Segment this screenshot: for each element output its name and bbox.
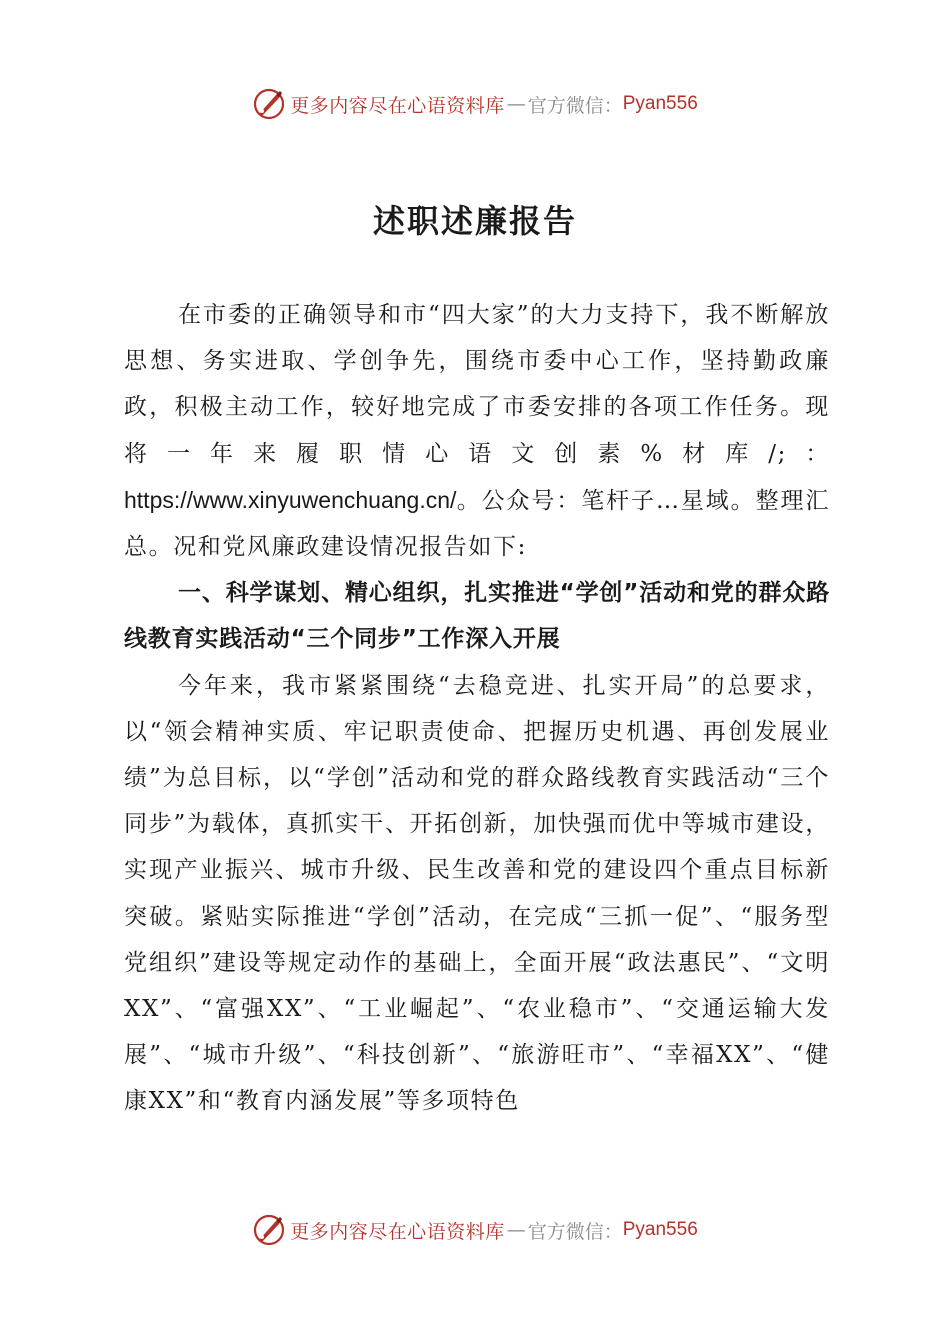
banner-label: 官方微信：	[527, 1220, 623, 1243]
pen-logo-icon	[252, 1213, 286, 1247]
banner-wechat-id: Pyan556	[622, 93, 698, 114]
document-body	[124, 292, 830, 1125]
document-title: 述职述廉报告	[372, 202, 577, 240]
intro-text-b: 。公众号：笔杆子…星域。整理汇总。况和党风廉政建设情况报告如下:	[124, 487, 830, 561]
source-url: https://www.xinyuwenchuang.cn/	[124, 486, 457, 513]
section-heading-1: 一、科学谋划、精心组织，扎实推进“学创”活动和党的群众路线教育实践活动“三个同步”工作深入开展	[124, 580, 830, 653]
paragraph-intro	[124, 292, 830, 570]
banner-wechat-id: Pyan556	[622, 1219, 698, 1240]
paragraph-section-1: 今年来，我市紧紧围绕“去稳竞进、扎实开局”的总要求，以“领会精神实质、牢记职责使命、把握历史机遇、再创发展业绩”为总目标，以“学创”活动和党的群众路线教育实践活动“三个同步”为载体，真抓实干、开拓创新，加快强而优中等城市建设，实现产业振兴、城市升级、民生改善和党的建设四个重点目标新突破。紧贴实际推进“学创”活动，在完成“三抓一促”、“服务型党组织”建设等规定动作的基础上，全面开展“政法惠民”、“文明XX”、“富强XX”、“工业崛起”、“农业稳市”、“交通运输大发展”、“城市升级”、“科技创新”、“旅游旺市”、“幸福XX”、“健康XX”和“教育内涵发展”等多项特色	[124, 672, 830, 1115]
footer-banner	[0, 1210, 950, 1250]
banner-label: 官方微信：	[527, 94, 623, 117]
banner-dash: —	[506, 93, 526, 115]
header-banner	[0, 84, 950, 124]
banner-dash: —	[506, 1219, 526, 1241]
banner-text: 更多内容尽在心语资料库	[290, 94, 505, 117]
banner-text: 更多内容尽在心语资料库	[290, 1220, 505, 1243]
pen-logo-icon	[252, 87, 286, 121]
intro-text-a: 在市委的正确领导和市“四大家”的大力支持下，我不断解放思想、务实进取、学创争先，围绕市委中心工作，坚持勤政廉政，积极主动工作，较好地完成了市委安排的各项工作任务。现将一年来履职情心语文创素%材库/;：	[124, 302, 830, 467]
